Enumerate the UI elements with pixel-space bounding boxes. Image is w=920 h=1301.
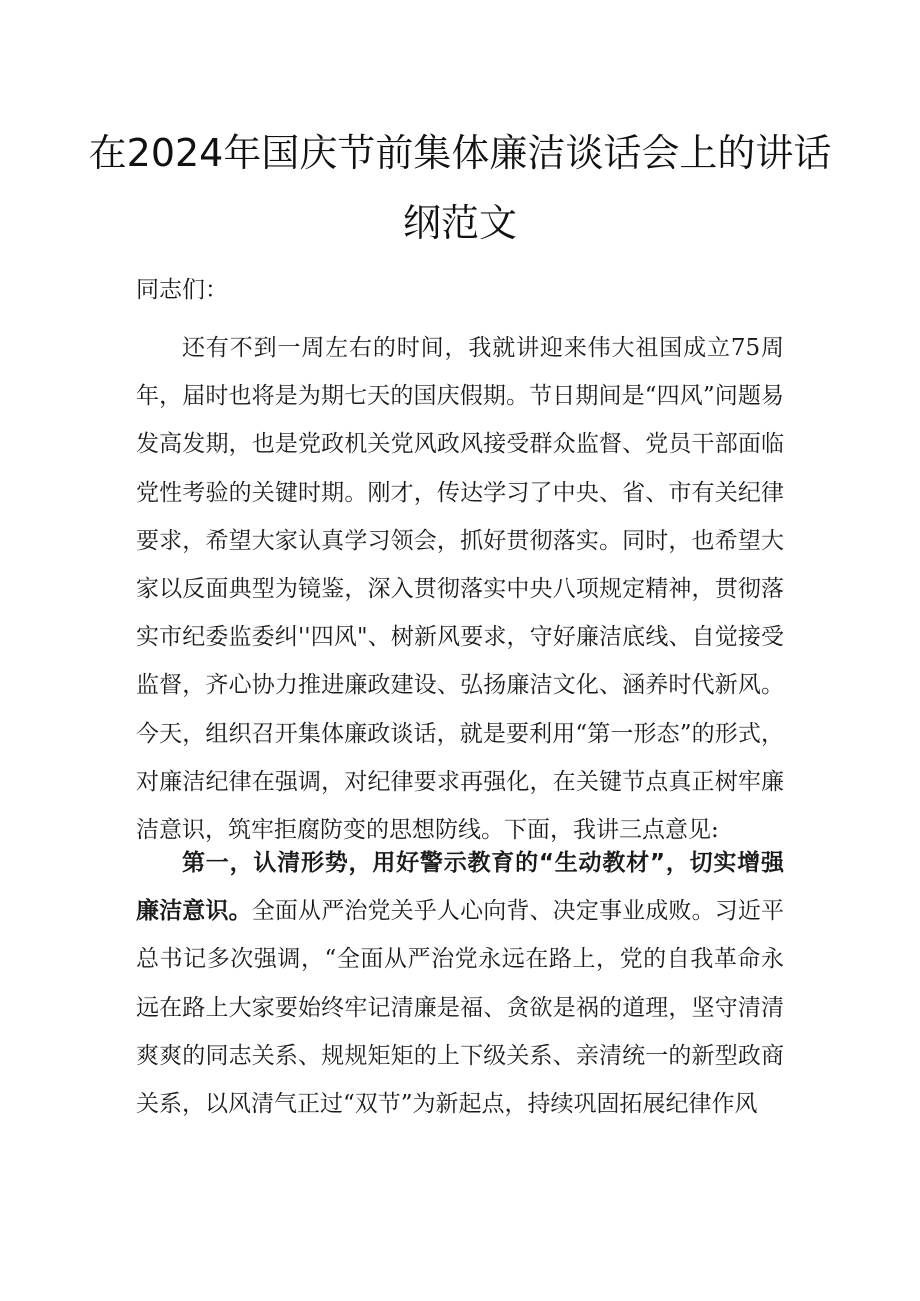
paragraph-2-container: [136, 839, 784, 1128]
paragraph-2-body: 全面从严治党关乎人心向背、决定事业成败。习近平总书记多次强调，“全面从严治党永远在路上，党的自我革命永远在路上大家要始终牢记清廉是福、贪欲是祸的道理，坚守清清爽爽的同志关系、规规矩矩的上下级关系、亲清统一的新型政商关系，以风清气正过“双节”为新起点，持续巩固拓展纪律作风: [136, 898, 785, 1118]
paragraph-1-container: [136, 324, 784, 854]
paragraph-2: [136, 839, 784, 1128]
paragraph-2-lead: 第一，认清形势，用好警示教育的“生动教材”，切实增强廉洁意识。: [136, 850, 784, 925]
document-title-line-2: 纲范文: [402, 201, 517, 245]
paragraph-1: 还有不到一周左右的时间，我就讲迎来伟大祖国成立75周年，届时也将是为期七天的国庆假期。节日期间是“四风”问题易发高发期，也是党政机关党风政风接受群众监督、党员干部面临党性考验的关键时期。刚才，传达学习了中央、省、市有关纪律要求，希望大家认真学习领会，抓好贯彻落实。同时，也希望大家以反面典型为镜鉴，深入贯彻落实中央八项规定精神，贯彻落实市纪委监委纠''四风"、树新风要求，守好廉洁底线、自觉接受监督，齐心协力推进廉政建设、弘扬廉洁文化、涵养时代新风。今天，组织召开集体廉政谈话，就是要利用“第一形态”的形式，对廉洁纪律在强调，对纪律要求再强化，在关键节点真正树牢廉洁意识，筑牢拒腐防变的思想防线。下面，我讲三点意见:: [136, 335, 784, 844]
document-title-line-1: 在2024年国庆节前集体廉洁谈话会上的讲话: [88, 131, 832, 175]
salutation: 同志们：: [136, 277, 228, 303]
